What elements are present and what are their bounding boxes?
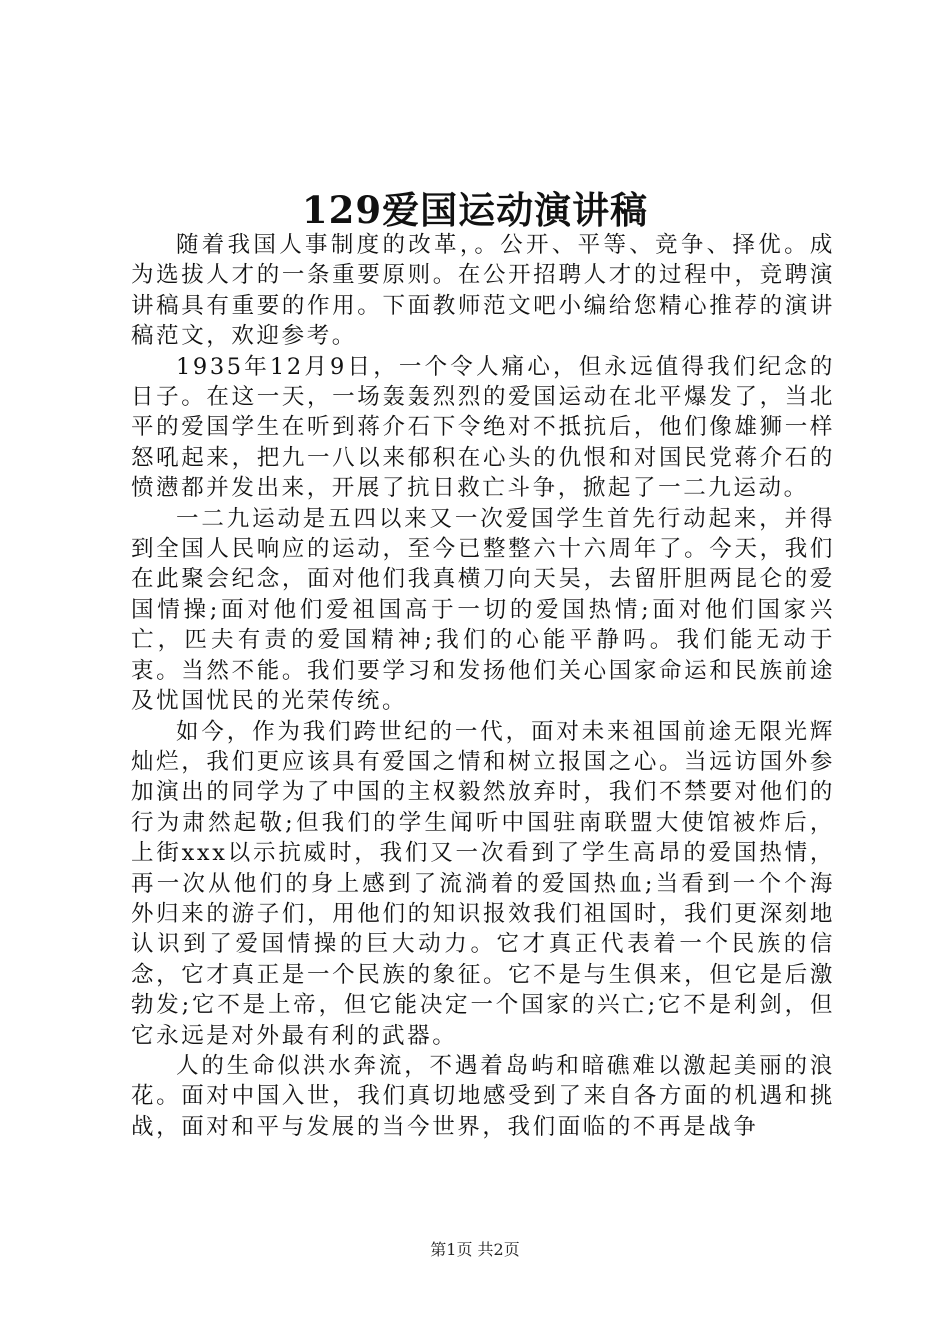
paragraph-life: 人的生命似洪水奔流，不遇着岛屿和暗礁难以激起美丽的浪花。面对中国入世，我们真切地感受到了来自各方面的机遇和挑战，面对和平与发展的当今世界，我们面临的不再是战争 <box>131 1052 835 1140</box>
document-title: 129爱国运动演讲稿 <box>301 188 649 232</box>
paragraph-history: 1935年12月9日，一个令人痛心，但永远值得我们纪念的日子。在这一天，一场轰轰烈烈的爱国运动在北平爆发了，当北平的爱国学生在听到蒋介石下令绝对不抵抗后，他们像雄狮一样怒吼起来，把九一八以来郁积在心头的仇恨和对国民党蒋介石的愤懑都并发出来，开展了抗日救亡斗争，掀起了一二九运动。 <box>131 353 835 502</box>
paragraph-significance: 一二九运动是五四以来又一次爱国学生首先行动起来，并得到全国人民响应的运动，至今已整整六十六周年了。今天，我们在此聚会纪念，面对他们我真横刀向天吴，去留肝胆两昆仑的爱国情操;面对他们爱祖国高于一切的爱国热情;面对他们国家兴亡，匹夫有责的爱国精神;我们的心能平静吗。我们能无动于衷。当然不能。我们要学习和发扬他们关心国家命运和民族前途及忧国忧民的光荣传统。 <box>131 505 835 715</box>
page-number-footer: 第1页 共2页 <box>430 1240 520 1259</box>
paragraph-modern: 如今，作为我们跨世纪的一代，面对未来祖国前途无限光辉灿烂，我们更应该具有爱国之情和树立报国之心。当远访国外参加演出的同学为了中国的主权毅然放弃时，我们不禁要对他们的行为肃然起敬;但我们的学生闻听中国驻南联盟大使馆被炸后，上街xxx以示抗威时，我们又一次看到了学生高昂的爱国热情，再一次从他们的身上感到了流淌着的爱国热血;当看到一个个海外归来的游子们，用他们的知识报效我们祖国时，我们更深刻地认识到了爱国情操的巨大动力。它才真正代表着一个民族的信念，它才真正是一个民族的象征。它不是与生俱来，但它是后激勃发;它不是上帝，但它能决定一个国家的兴亡;它不是利剑，但它永远是对外最有利的武器。 <box>131 718 835 1049</box>
paragraph-intro: 随着我国人事制度的改革，。公开、平等、竞争、择优。成为选拔人才的一条重要原则。在公开招聘人才的过程中，竞聘演讲稿具有重要的作用。下面教师范文吧小编给您精心推荐的演讲稿范文，欢迎参考。 <box>131 232 835 350</box>
document-body <box>131 230 835 1142</box>
